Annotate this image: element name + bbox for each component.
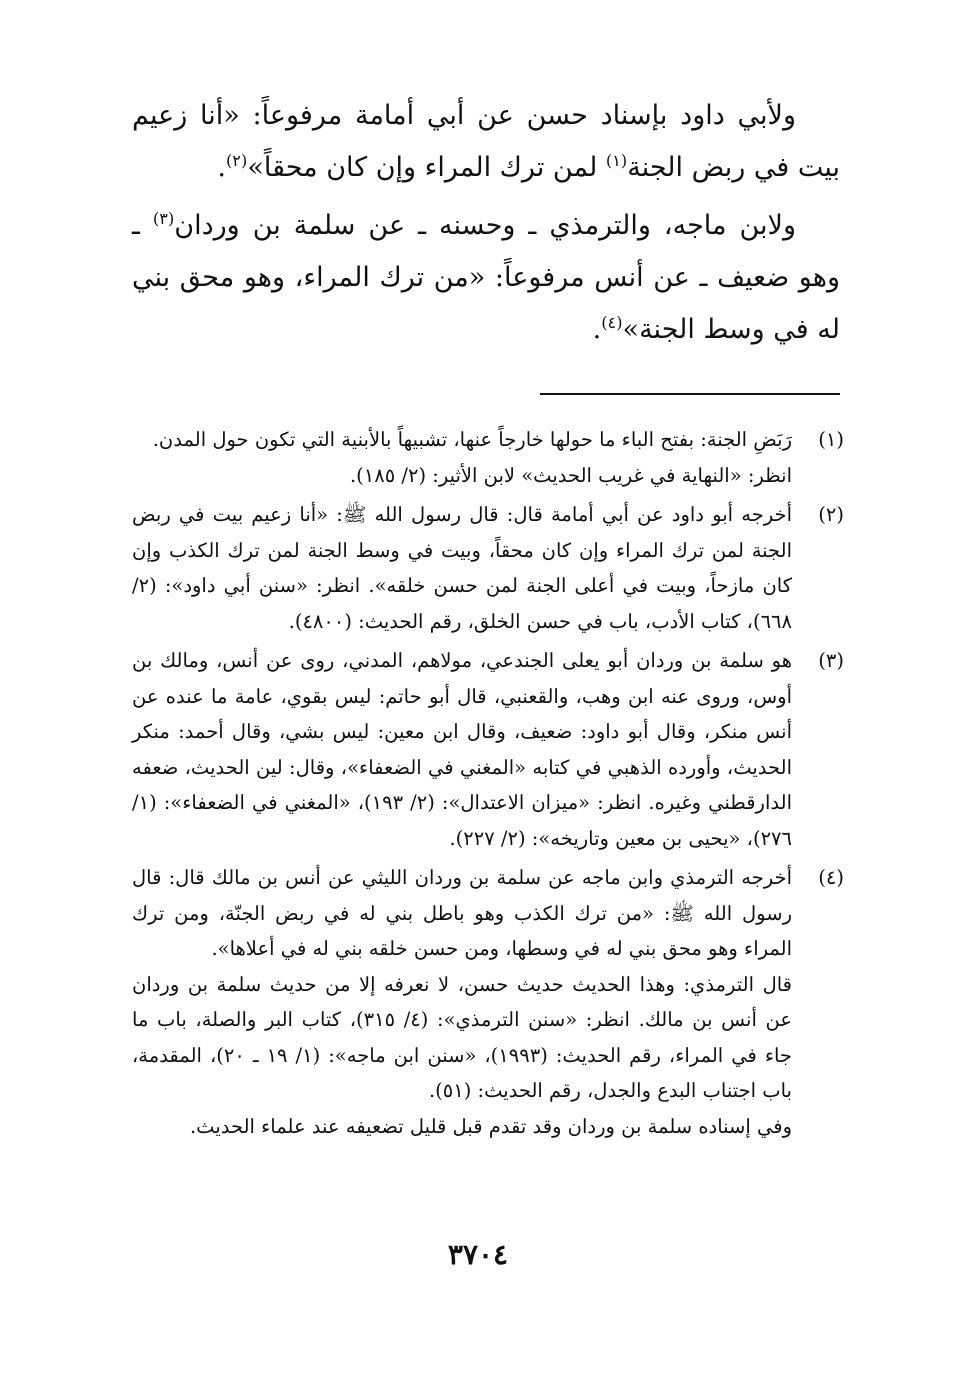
text-run: ـ وهو ضعيف ـ عن أنس مرفوعاً: «من ترك المراء، وهو محق بني له في وسط الجنة» (132, 210, 840, 345)
page-number: ٣٧٠٤ (447, 1238, 509, 1271)
text-run: . (592, 314, 602, 345)
footnote-paragraph: انظر: «النهاية في غريب الحديث» لابن الأثير: (٢/ ١٨٥). (349, 463, 792, 487)
footnote-separator-line (540, 393, 840, 395)
footnote-paragraph: قال الترمذي: وهذا الحديث حديث حسن، لا نعرفه إلا من حديث سلمة بن وردان عن أنس بن مالك. انظر: «سنن الترمذي»: (٤/ ٣١٥)، كتاب البر والصلة، باب ما جاء في المراء، رقم الحديث: (١٩٩٣)، «سنن ابن ماجه»: (١/ ١٩ ـ ٢٠)، المقدمة، باب اجتناب البدع والجدل، رقم الحديث: (٥١). (132, 972, 792, 1102)
footnote-body (132, 497, 792, 639)
footnote-1 (132, 422, 844, 493)
footnote-paragraph: أخرجه أبو داود عن أبي أمامة قال: قال رسول الله ﷺ: «أنا زعيم بيت في ربض الجنة لمن ترك المراء وإن كان محقاً، وبيت في وسط الجنة لمن ترك الكذب وإن كان مازحاً، وبيت في أعلى الجنة لمن حسن خلقه». انظر: «سنن أبي داود»: (٢/ ٦٦٨)، كتاب الأدب، باب في حسن الخلق، رقم الحديث: (٤٨٠٠). (132, 503, 792, 633)
footnote-ref-4[interactable]: (٤) (601, 313, 623, 332)
footnote-number: (٢) (818, 503, 844, 526)
text-run: . (217, 152, 226, 183)
footnote-paragraph: وفي إسناده سلمة بن وردان وقد تقدم قبل قليل تضعيفه عند علماء الحديث. (189, 1114, 792, 1138)
footnote-ref-2[interactable]: (٢) (225, 151, 248, 170)
text-run: ولابن ماجه، والترمذي ـ وحسنه ـ عن سلمة بن وردان (174, 210, 796, 241)
footnote-4 (132, 860, 844, 1144)
footnote-ref-1[interactable]: (١) (605, 151, 628, 170)
text-run: لمن ترك المراء وإن كان محقاً» (247, 152, 606, 183)
footnote-paragraph: رَبَضِ الجنة: بفتح الباء ما حولها خارجاً عنها، تشبيهاً بالأبنية التي تكون حول المدن. (152, 428, 792, 451)
footnote-number: (١) (818, 428, 844, 451)
footnote-body (132, 422, 792, 493)
footnote-number: (٣) (818, 649, 844, 672)
main-text (132, 90, 840, 356)
footnote-body (132, 860, 792, 1144)
footnote-2 (132, 497, 844, 639)
main-paragraph-2 (132, 200, 840, 356)
text-run: ولأبي داود بإسناد حسن عن أبي أمامة مرفوعاً: «أنا زعيم بيت في ربض الجنة (132, 100, 840, 183)
footnote-body (132, 643, 792, 856)
footnote-ref-3[interactable]: (٣) (152, 209, 175, 228)
footnote-number: (٤) (818, 866, 844, 889)
main-paragraph-1 (132, 90, 840, 194)
footnote-paragraph: هو سلمة بن وردان أبو يعلى الجندعي، مولاهم، المدني، روى عن أنس، ومالك بن أوس، وروى عنه ابن وهب، والقعنبي، قال أبو حاتم: ليس بقوي، عامة ما عنده عن أنس منكر، وقال أبو داود: ضعيف، وقال ابن معين: ليس بشي، وقال أحمد: منكر الحديث، وأورده الذهبي في كتابه «المغني في الضعفاء»، وقال: لين الحديث، ضعفه الدارقطني وغيره. انظر: «ميزان الاعتدال»: (٢/ ١٩٣)، «المغني في الضعفاء»: (١/ ٢٧٦)، «يحيى بن معين وتاريخه»: (٢/ ٢٢٧). (132, 649, 792, 850)
footnote-paragraph: أخرجه الترمذي وابن ماجه عن سلمة بن وردان الليثي عن أنس بن مالك قال: قال رسول الله ﷺ: «من ترك الكذب وهو باطل بني له في ربض الجنّة، ومن ترك المراء وهو محق بني له في وسطها، ومن حسن خلقه بني له في أعلاها». (132, 866, 792, 960)
footnotes-section (132, 422, 844, 1148)
footnote-3 (132, 643, 844, 856)
